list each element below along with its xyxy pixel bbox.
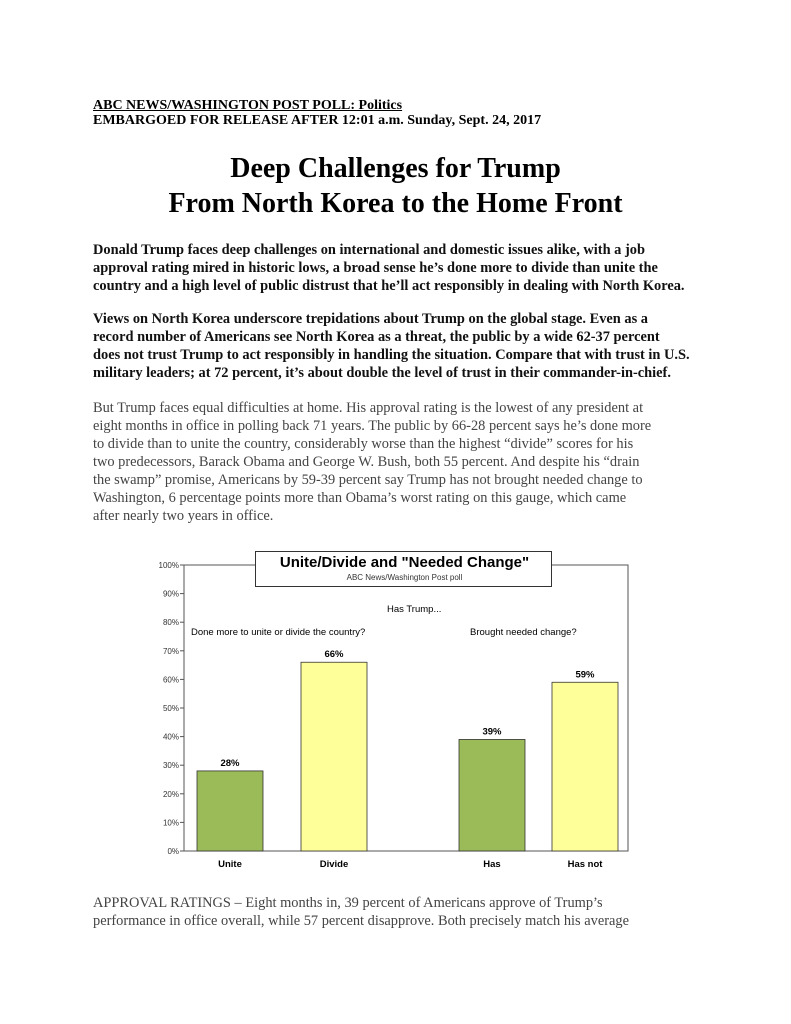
paragraph-line: Donald Trump faces deep challenges on international and domestic issues alike, with a job [93, 242, 645, 258]
bar-value-label: 59% [575, 669, 595, 681]
category-label: Has not [567, 859, 603, 870]
paragraph-line: two predecessors, Barack Obama and George W. Bush, both 55 percent. And despite his “drain [93, 454, 640, 470]
y-tick-label: 40% [162, 732, 179, 742]
paragraph-approval-ratings [93, 894, 713, 930]
paragraph-line: But Trump faces equal difficulties at home. His approval rating is the lowest of any president at [93, 400, 644, 416]
y-tick-label: 50% [162, 704, 179, 713]
bar-has [459, 739, 525, 851]
y-tick-label: 80% [162, 618, 179, 628]
paragraph-line: after nearly two years in office. [93, 508, 274, 524]
category-label: Divide [319, 859, 349, 870]
release-header-line-2: EMBARGOED FOR RELEASE AFTER 12:01 a.m. Sunday, Sept. 24, 2017 [93, 113, 542, 128]
bar-divide [301, 662, 367, 851]
page-title-line-1: Deep Challenges for Trump [230, 153, 561, 184]
bar-value-label: 39% [482, 726, 502, 738]
paragraph-line: Washington, 6 percentage points more than Obama’s worst rating on this gauge, which came [93, 490, 627, 506]
category-label: Has [483, 859, 501, 870]
unite-divide-chart [153, 551, 650, 876]
paragraph-line: eight months in office in polling back 71 years. The public by 66-28 percent says he’s done more [93, 418, 652, 434]
chart-title-box [255, 551, 552, 587]
paragraph-line: country and a high level of public distrust that he’ll act responsibly in dealing with North Korea. [93, 278, 685, 294]
paragraph-intro [93, 241, 713, 295]
paragraph-line: does not trust Trump to act responsibly in handling the situation. Compare that with trust in U.S. [93, 347, 690, 363]
group-label-needed-change: Brought needed change? [470, 627, 577, 638]
y-tick-label: 100% [158, 561, 179, 570]
y-tick-label: 30% [162, 761, 179, 771]
bar-value-label: 66% [324, 649, 344, 661]
paragraph-line: approval rating mired in historic lows, a broad sense he’s done more to divide than unite the [93, 260, 658, 276]
chart-subtitle: ABC News/Washington Post poll [346, 573, 463, 582]
paragraph-line: performance in office overall, while 57 percent disapprove. Both precisely match his average [93, 913, 629, 929]
paragraph-line: to divide than to unite the country, considerably worse than the highest “divide” scores for his [93, 436, 634, 452]
bar-value-label: 28% [220, 757, 240, 769]
paragraph-line: military leaders; at 72 percent, it’s about double the level of trust in their commander-in-chief. [93, 365, 671, 381]
page-title-line-2: From North Korea to the Home Front [168, 188, 623, 219]
paragraph-line: the swamp” promise, Americans by 59-39 percent say Trump has not brought needed change to [93, 472, 643, 488]
bar-has-not [552, 682, 618, 851]
paragraph-north-korea [93, 310, 713, 382]
group-label-unite-divide: Done more to unite or divide the country? [191, 627, 366, 638]
chart-title: Unite/Divide and "Needed Change" [279, 554, 530, 571]
bar-unite [197, 771, 263, 851]
paragraph-home-front [93, 399, 713, 525]
release-header-line-1: ABC NEWS/WASHINGTON POST POLL: Politics [93, 98, 403, 113]
category-label: Unite [218, 859, 242, 870]
y-tick-label: 20% [162, 789, 179, 799]
y-tick-label: 0% [167, 847, 179, 856]
paragraph-line: record number of Americans see North Korea as a threat, the public by a wide 62-37 percent [93, 329, 660, 345]
chart-header-annotation: Has Trump... [387, 604, 442, 615]
chart-canvas [153, 551, 650, 876]
y-tick-label: 70% [162, 646, 179, 656]
y-tick-label: 90% [162, 589, 179, 599]
y-tick-label: 60% [162, 675, 179, 685]
paragraph-line: APPROVAL RATINGS – Eight months in, 39 percent of Americans approve of Trump’s [93, 895, 603, 911]
paragraph-line: Views on North Korea underscore trepidations about Trump on the global stage. Even as a [93, 311, 649, 327]
y-tick-label: 10% [162, 818, 179, 828]
